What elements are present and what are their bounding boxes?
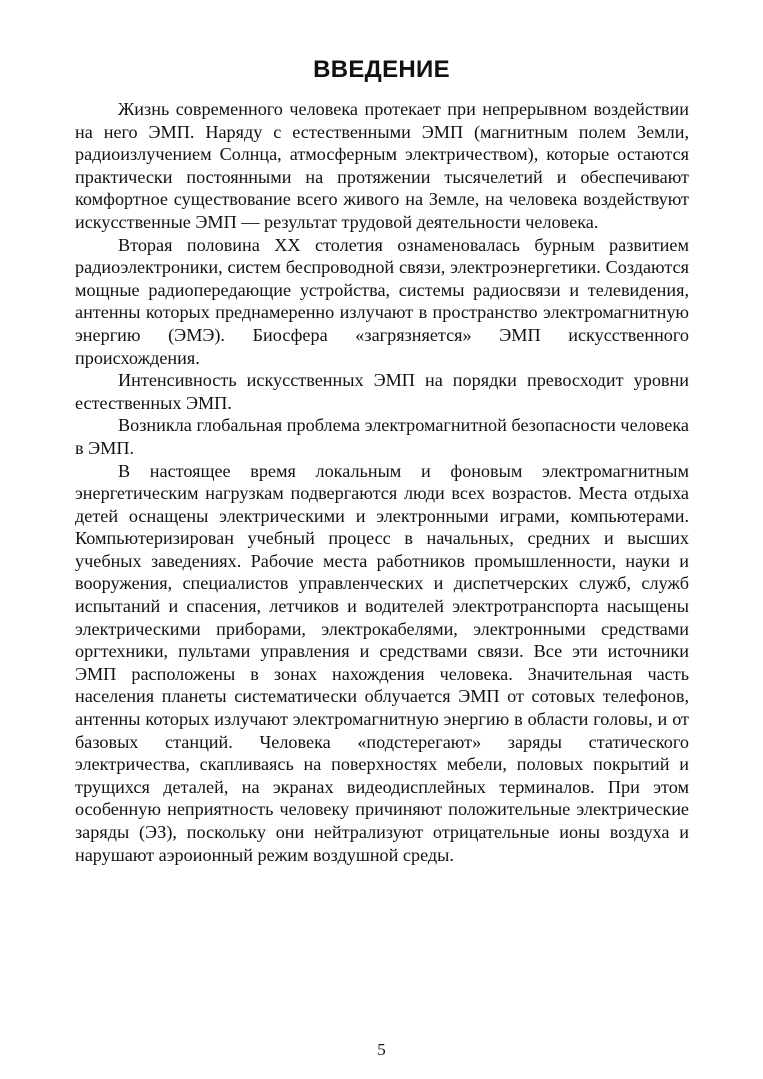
page-number: 5 [377, 1040, 386, 1059]
paragraph-global-problem: Возникла глобальная проблема электромагнитной безопасности человека в ЭМП. [75, 415, 689, 458]
page-title: ВВЕДЕНИЕ [313, 56, 450, 83]
paragraph-intensity: Интенсивность искусственных ЭМП на порядки превосходит уровни естественных ЭМП. [75, 370, 689, 413]
paragraph-exposure: В настоящее время локальным и фоновым электромагнитным энергетическим нагрузкам подвергаются люди всех возрастов. Места отдыха детей оснащены электрическими и электронными играми, компьютерами. Компьютеризирован учебный процесс в начальных, средних и высших учебных заведениях. Рабочие места работников промышленности, науки и вооружения, специалистов управленческих и диспетчерских служб, служб испытаний и спасения, летчиков и водителей электротранспорта насыщены электрическими приборами, электрокабелями, электронными средствами оргтехники, пультами управления и средствами связи. Все эти источники ЭМП расположены в зонах нахождения человека. Значительная часть населения планеты систематически облучается ЭМП от сотовых телефонов, антенны которых излучают электромагнитную энергию в области головы, и от базовых станций. Человека «подстерегают» заряды статического электричества, скапливаясь на поверхностях мебели, половых покрытий и трущихся деталей, на экранах видеодисплейных терминалов. При этом особенную неприятность человеку причиняют положительные электрические заряды (ЭЗ), поскольку они нейтрализуют отрицательные ионы воздуха и нарушают аэроионный режим воздушной среды. [75, 460, 689, 865]
paragraph-20th-century: Вторая половина XX столетия ознаменовалась бурным развитием радиоэлектроники, систем беспроводной связи, электроэнергетики. Создаются мощные радиопередающие устройства, системы радиосвязи и телевидения, антенны которых преднамеренно излучают в пространство электромагнитную энергию (ЭМЭ). Биосфера «загрязняется» ЭМП искусственного происхождения. [75, 234, 689, 368]
body-text [75, 98, 689, 866]
paragraph-intro: Жизнь современного человека протекает при непрерывном воздействии на него ЭМП. Наряду с естественными ЭМП (магнитным полем Земли, радиоизлучением Солнца, атмосферным электричеством), которые остаются практически постоянными на протяжении тысячелетий и обеспечивают комфортное существование всего живого на Земле, на человека воздействуют искусственные ЭМП — результат трудовой деятельности человека. [75, 99, 689, 232]
